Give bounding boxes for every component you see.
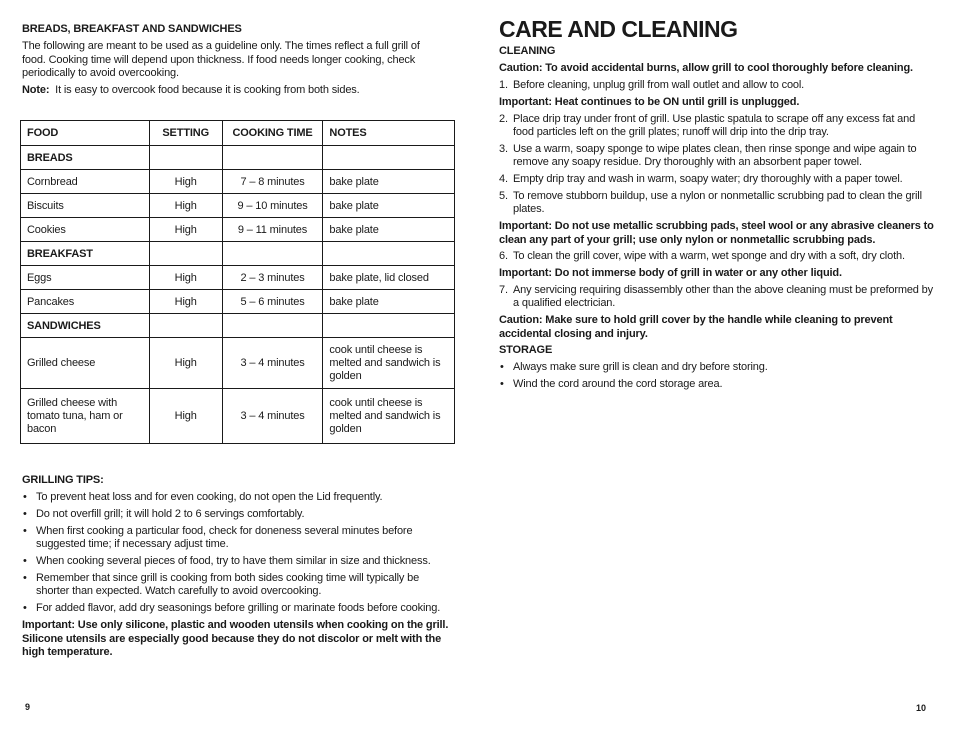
cleaning-step-5: 5. To remove stubborn buildup, use a nylon or nonmetallic scrubbing pad to clean the grill plates. <box>499 190 922 215</box>
food-cell: Biscuits <box>21 194 150 218</box>
section-label: SANDWICHES <box>21 314 150 338</box>
tips-heading: GRILLING TIPS: <box>22 474 104 486</box>
time-cell: 3 – 4 minutes <box>222 338 323 389</box>
list-item: • For added flavor, add dry seasonings before grilling or marinate foods before cooking. <box>22 602 454 615</box>
food-cell: Eggs <box>21 266 150 290</box>
table-row <box>21 194 455 218</box>
step-text: Empty drip tray and wash in warm, soapy water; dry thoroughly with a paper towel. <box>513 173 903 185</box>
setting-cell: High <box>149 194 222 218</box>
page-number: 10 <box>916 703 927 713</box>
list-item: • Remember that since grill is cooking from both sides cooking time will typically be shorter than expected. Watch carefully to avoid overcooking. <box>22 572 454 598</box>
table-row <box>21 218 455 242</box>
list-item: • Do not overfill grill; it will hold 2 to 6 servings comfortably. <box>22 508 454 521</box>
cleaning-step-1: 1. Before cleaning, unplug grill from wall outlet and allow to cool. <box>499 79 805 91</box>
notes-cell: bake plate <box>323 290 455 314</box>
notes-cell: bake plate <box>323 170 455 194</box>
important-note: Important: Do not immerse body of grill in water or any other liquid. <box>499 267 842 279</box>
setting-cell: High <box>149 338 222 389</box>
table-row <box>21 290 455 314</box>
setting-cell: High <box>149 266 222 290</box>
cleaning-heading: CLEANING <box>499 45 556 57</box>
section-label: BREADS <box>21 146 150 170</box>
notes-cell: cook until cheese is melted and sandwich is golden <box>323 389 455 444</box>
note-paragraph <box>22 84 452 98</box>
time-cell: 7 – 8 minutes <box>222 170 323 194</box>
setting-cell: High <box>149 218 222 242</box>
food-cell: Cookies <box>21 218 150 242</box>
food-cell: Grilled cheese <box>21 338 150 389</box>
list-item: • Wind the cord around the cord storage area. <box>499 378 935 391</box>
important-note: Important: Heat continues to be ON until grill is unplugged. <box>499 96 800 108</box>
notes-cell: bake plate <box>323 194 455 218</box>
note-label: Note: <box>22 84 50 96</box>
step-text: Use a warm, soapy sponge to wipe plates clean, then rinse sponge and wipe again to remove any soapy residue. Dry thoroughly with an absorbent paper towel. <box>513 143 917 168</box>
cleaning-step-2: 2. Place drip tray under front of grill. Use plastic spatula to scrape off any excess fat and food particles left on the grill plates; runoff will drip into the drip tray. <box>499 113 916 138</box>
page-title: CARE AND CLEANING <box>499 16 738 42</box>
table-row <box>21 266 455 290</box>
cleaning-step-7: 7. Any servicing requiring disassembly other than the above cleaning must be preformed by a qualified electrician. <box>499 284 933 309</box>
list-item: • When cooking several pieces of food, try to have them similar in size and thickness. <box>22 555 454 568</box>
table-header-row <box>21 121 455 146</box>
list-item: • When first cooking a particular food, check for doneness several minutes before suggested time; if necessary adjust time. <box>22 525 454 551</box>
setting-cell: High <box>149 290 222 314</box>
food-cell: Pancakes <box>21 290 150 314</box>
cooking-table <box>20 120 455 444</box>
header-notes: NOTES <box>323 121 455 146</box>
food-cell: Cornbread <box>21 170 150 194</box>
time-cell: 5 – 6 minutes <box>222 290 323 314</box>
time-cell: 2 – 3 minutes <box>222 266 323 290</box>
note-text: It is easy to overcook food because it is cooking from both sides. <box>55 84 360 96</box>
table-section-row <box>21 146 455 170</box>
step-text: To remove stubborn buildup, use a nylon or nonmetallic scrubbing pad to clean the grill plates. <box>513 190 922 215</box>
cleaning-step-4: 4. Empty drip tray and wash in warm, soapy water; dry thoroughly with a paper towel. <box>499 173 903 185</box>
header-cooking-time: COOKING TIME <box>222 121 323 146</box>
header-setting: SETTING <box>149 121 222 146</box>
caution-note: Caution: Make sure to hold grill cover by the handle while cleaning to prevent accidental closing and injury. <box>499 314 893 340</box>
setting-cell: High <box>149 389 222 444</box>
notes-cell: bake plate, lid closed <box>323 266 455 290</box>
caution-note: Caution: To avoid accidental burns, allow grill to cool thoroughly before cleaning. <box>499 62 913 74</box>
cleaning-step-6: 6. To clean the grill cover, wipe with a warm, wet sponge and dry with a soft, dry cloth. <box>499 250 905 262</box>
header-food: FOOD <box>21 121 150 146</box>
step-text: Any servicing requiring disassembly other than the above cleaning must be preformed by a qualified electrician. <box>513 284 933 309</box>
step-text: Place drip tray under front of grill. Use plastic spatula to scrape off any excess fat and food particles left on the grill plates; runoff will drip into the drip tray. <box>513 113 916 138</box>
table-section-row <box>21 242 455 266</box>
list-item: • Always make sure grill is clean and dry before storing. <box>499 361 935 374</box>
important-note: Important: Use only silicone, plastic and wooden utensils when cooking on the grill. Silicone utensils are especially good because they do not discolor or melt with the high temperature. <box>22 619 449 658</box>
notes-cell: cook until cheese is melted and sandwich is golden <box>323 338 455 389</box>
time-cell: 3 – 4 minutes <box>222 389 323 444</box>
page-number: 9 <box>25 702 31 712</box>
storage-list <box>499 361 935 395</box>
step-text: Before cleaning, unplug grill from wall outlet and allow to cool. <box>513 79 805 91</box>
time-cell: 9 – 11 minutes <box>222 218 323 242</box>
cleaning-step-3: 3. Use a warm, soapy sponge to wipe plates clean, then rinse sponge and wipe again to remove any soapy residue. Dry thoroughly with an absorbent paper towel. <box>499 143 917 168</box>
section-label: BREAKFAST <box>21 242 150 266</box>
table-row <box>21 389 455 444</box>
section-heading: BREADS, BREAKFAST AND SANDWICHES <box>22 23 242 35</box>
table-row <box>21 170 455 194</box>
important-note: Important: Do not use metallic scrubbing pads, steel wool or any abrasive cleaners to clean any part of your grill; use only nylon or nonmetallic scrubbing pads. <box>499 220 934 246</box>
table-row <box>21 338 455 389</box>
notes-cell: bake plate <box>323 218 455 242</box>
intro-paragraph: The following are meant to be used as a guideline only. The times reflect a full grill of food. Cooking time will depend upon thickness. If food needs longer cooking, check periodically to avoid overcooking. <box>22 40 420 79</box>
table-section-row <box>21 314 455 338</box>
list-item: • To prevent heat loss and for even cooking, do not open the Lid frequently. <box>22 491 454 504</box>
tips-list <box>22 491 454 619</box>
step-text: To clean the grill cover, wipe with a warm, wet sponge and dry with a soft, dry cloth. <box>513 250 905 262</box>
storage-heading: STORAGE <box>499 344 553 356</box>
setting-cell: High <box>149 170 222 194</box>
food-cell: Grilled cheese with tomato tuna, ham or bacon <box>21 389 150 444</box>
time-cell: 9 – 10 minutes <box>222 194 323 218</box>
